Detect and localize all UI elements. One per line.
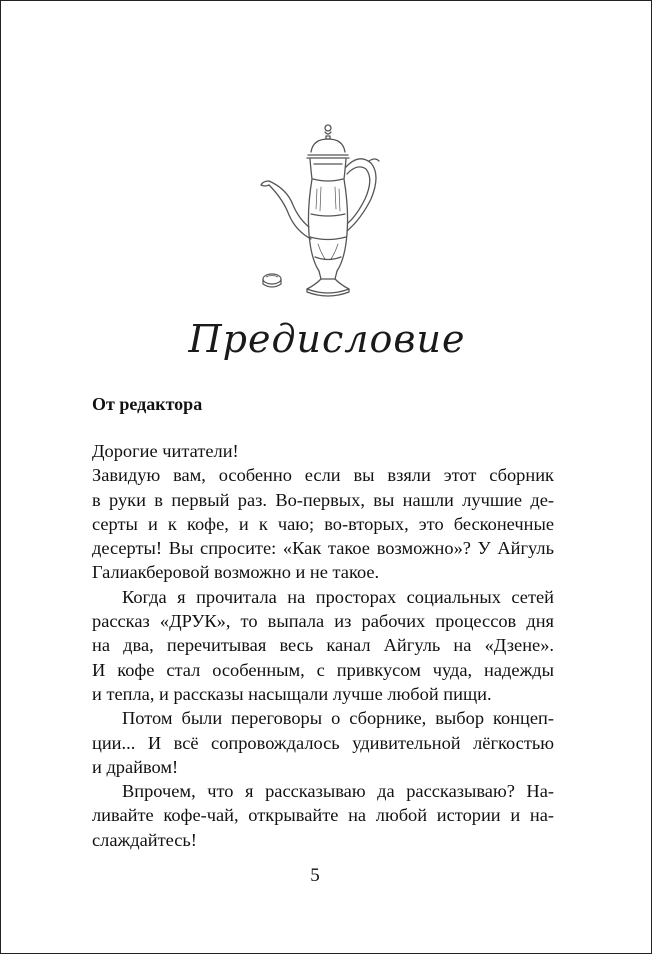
body-text xyxy=(92,439,554,852)
text-line: серты и к кофе, и к чаю; во-вторых, это бесконечные xyxy=(92,513,554,534)
text-line: на два, перечитывая весь канал Айгуль на «Дзене». xyxy=(92,635,554,656)
text-line: слаждайтесь! xyxy=(92,829,197,850)
coffee-pot-icon xyxy=(241,119,401,309)
text-line: ции... И всё сопровождалось удивительной лёгкостью xyxy=(92,732,554,753)
page-number: 5 xyxy=(310,865,320,886)
text-line: в руки в первый раз. Во-первых, вы нашли лучшие де- xyxy=(92,489,554,510)
text-line: и драйвом! xyxy=(92,756,179,777)
text-line: ливайте кофе-чай, открывайте на любой истории и на- xyxy=(92,805,554,826)
text-line: Завидую вам, особенно если вы взяли этот сборник xyxy=(92,465,554,486)
text-line: десерты! Вы спросите: «Как такое возможно»? У Айгуль xyxy=(92,538,554,559)
text-line: Галиакберовой возможно и не такое. xyxy=(92,562,380,583)
text-line: и тепла, и рассказы насыщали лучше любой пищи. xyxy=(92,683,492,704)
text-line: Когда я прочитала на просторах социальных сетей xyxy=(122,586,554,607)
text-line: Дорогие читатели! xyxy=(92,441,239,461)
text-line: И кофе стал особенным, с привкусом чуда, надежды xyxy=(92,659,554,680)
text-line: Впрочем, что я рассказываю да рассказываю? На- xyxy=(122,781,554,802)
text-line: Потом были переговоры о сборнике, выбор концеп- xyxy=(122,708,554,729)
chapter-title: Предисловие xyxy=(188,317,466,361)
chapter-subheading: От редактора xyxy=(92,394,203,414)
text-line: рассказ «ДРУК», то выпала из рабочих процессов дня xyxy=(92,611,554,632)
